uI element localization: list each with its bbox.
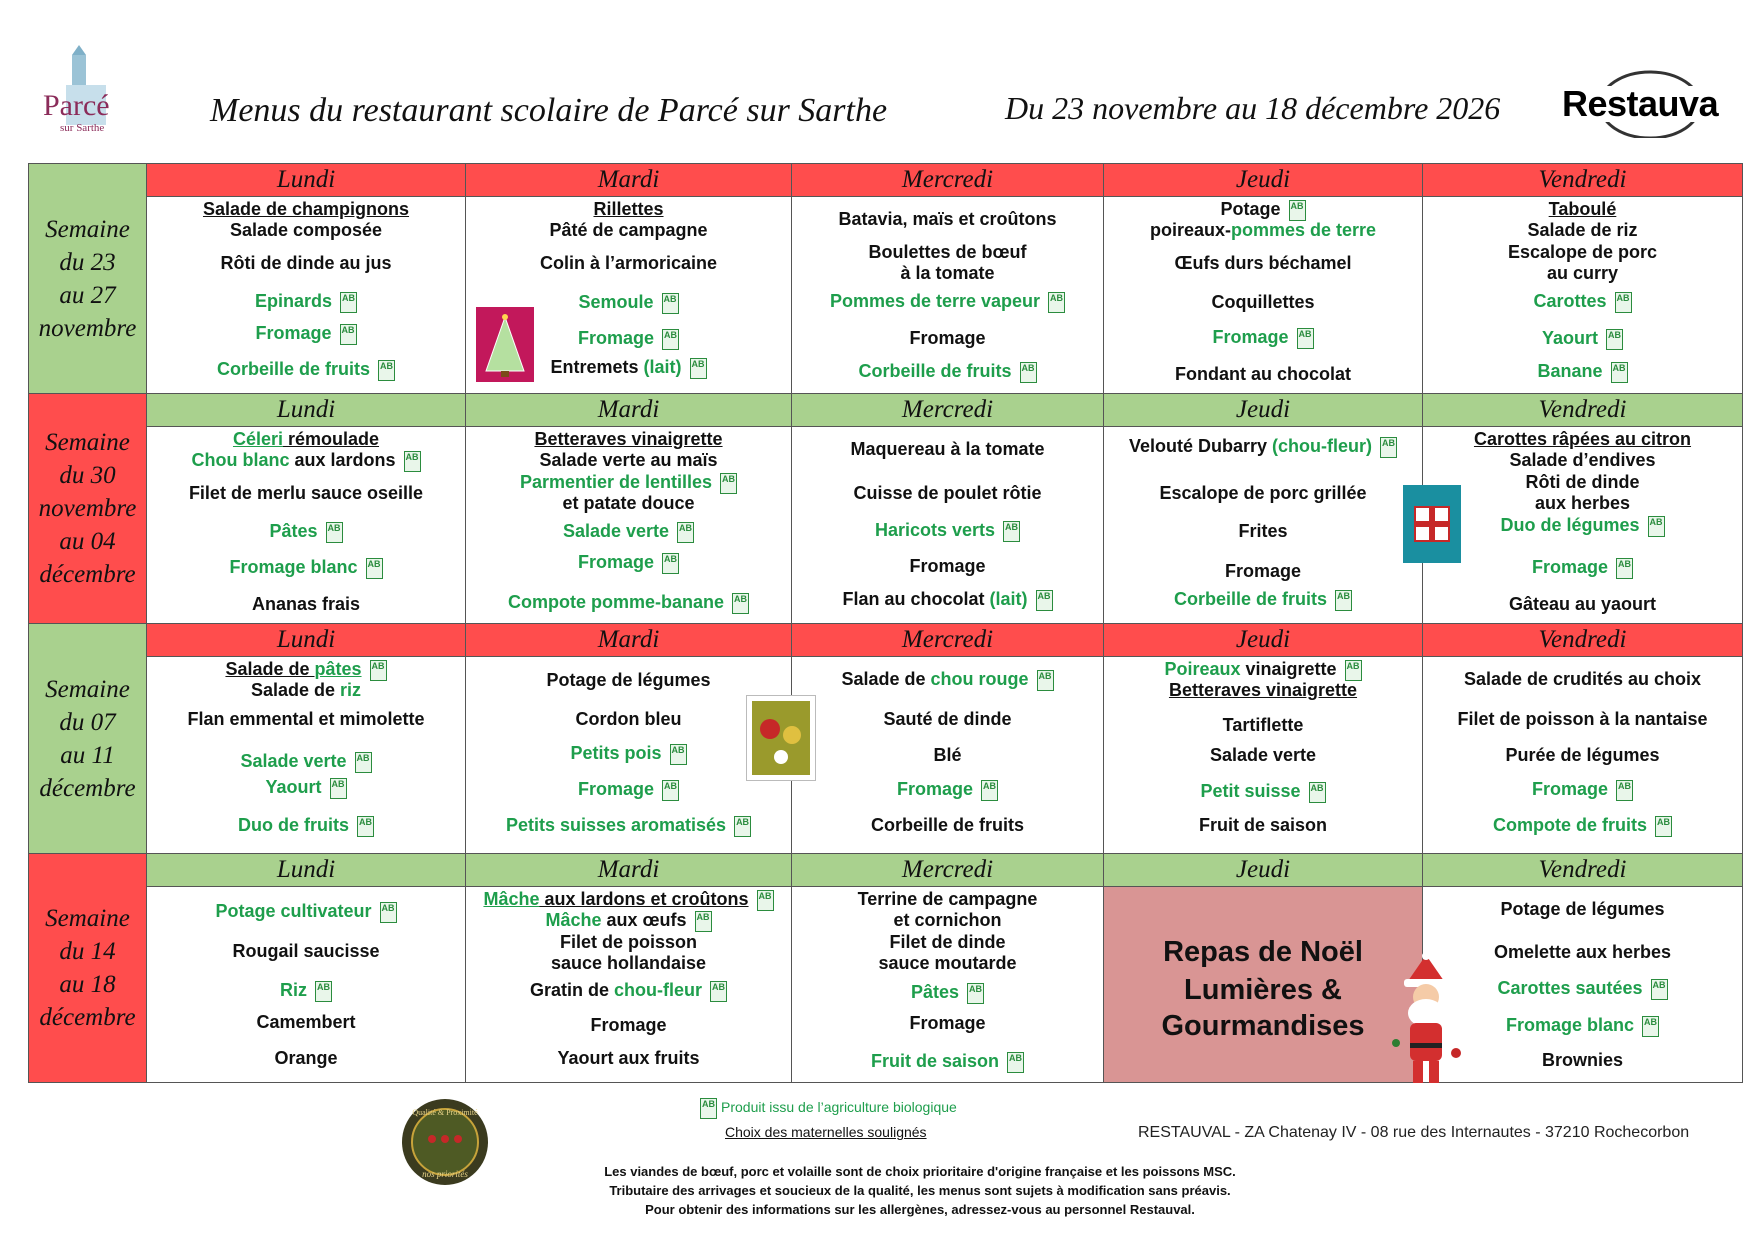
menu-cell: Céleri rémoulade Chou blanc aux lardons AB Filet de merlu sauce oseille Pâtes AB Fromage blanc AB Ananas frais <box>188 429 424 614</box>
christmas-meal-cell: Repas de Noël Lumières & Gourmandises <box>1104 887 1422 1082</box>
organic-icon: AB <box>340 324 357 345</box>
day-header: Mercredi <box>792 394 1104 427</box>
organic-icon: AB <box>1007 1052 1024 1073</box>
menu-cell: Potage AB poireaux-pommes de terre Œufs durs béchamel Coquillettes Fromage AB Fondant au chocolat <box>1149 199 1377 384</box>
day-header: Mardi <box>466 624 792 657</box>
organic-icon: AB <box>1651 979 1668 1000</box>
organic-icon: AB <box>370 660 387 681</box>
day-header: Lundi <box>147 624 466 657</box>
day-header: Mercredi <box>792 854 1104 887</box>
svg-text:Parcé: Parcé <box>43 89 110 122</box>
organic-icon: AB <box>366 558 383 579</box>
organic-icon: AB <box>357 816 374 837</box>
organic-icon: AB <box>355 752 372 773</box>
week-label-2: Semaine du 30 novembre au 04 décembre <box>29 394 147 624</box>
organic-icon: AB <box>378 360 395 381</box>
organic-icon: AB <box>1616 780 1633 801</box>
organic-icon: AB <box>315 981 332 1002</box>
organic-icon: AB <box>380 902 397 923</box>
organic-icon: AB <box>330 778 347 799</box>
menu-cell: Betteraves vinaigrette Salade verte au maïs Parmentier de lentilles AB et patate douce Salade verte AB Fromage AB Compote pomme-banane AB <box>507 429 748 612</box>
day-header: Lundi <box>147 394 466 427</box>
organic-legend: AB Produit issu de l’agriculture biologique <box>700 1098 957 1119</box>
organic-icon: AB <box>1037 670 1054 691</box>
menu-cell: Salade de crudités au choix Filet de poisson à la nantaise Purée de légumes Fromage AB Compote de fruits AB <box>1457 669 1708 835</box>
christmas-tree-card-icon <box>476 307 534 382</box>
day-header: Vendredi <box>1423 164 1743 197</box>
organic-icon: AB <box>710 981 727 1002</box>
organic-icon: AB <box>1036 590 1053 611</box>
organic-icon: AB <box>326 522 343 543</box>
company-address: RESTAUVAL - ZA Chatenay IV - 08 rue des Internautes - 37210 Rochecorbon <box>1138 1124 1690 1141</box>
day-header: Vendredi <box>1423 854 1743 887</box>
organic-icon: AB <box>720 473 737 494</box>
day-header: Jeudi <box>1104 394 1423 427</box>
page-title: Menus du restaurant scolaire de Parcé sur Sarthe <box>210 92 888 129</box>
organic-icon: AB <box>1289 200 1306 221</box>
organic-icon: AB <box>700 1098 717 1119</box>
svg-text:Qualité & Proximité: Qualité & Proximité <box>412 1108 478 1117</box>
week-label-3: Semaine du 07 au 11 décembre <box>29 624 147 854</box>
organic-icon: AB <box>734 816 751 837</box>
organic-icon: AB <box>1048 292 1065 313</box>
organic-icon: AB <box>662 293 679 314</box>
organic-icon: AB <box>1309 782 1326 803</box>
menu-table <box>28 163 1743 1083</box>
organic-icon: AB <box>1020 362 1037 383</box>
menu-cell: Potage de légumes Omelette aux herbes Carottes sautées AB Fromage blanc AB Brownies <box>1493 899 1672 1070</box>
date-range: Du 23 novembre au 18 décembre 2026 <box>1005 90 1501 126</box>
organic-icon: AB <box>690 358 707 379</box>
menu-cell: Batavia, maïs et croûtons Boulettes de bœuf à la tomate Pommes de terre vapeur AB Fromage Corbeille de fruits AB <box>829 209 1064 381</box>
day-header: Jeudi <box>1104 624 1423 657</box>
svg-text:sur Sarthe: sur Sarthe <box>60 122 105 134</box>
footer-notes: Les viandes de bœuf, porc et volaille sont de choix prioritaire d'origine française et les poissons MSC. Tributaire des arrivages et soucieux de la qualité, les menus sont sujets à modification sans préavis. Pour obtenir des informations sur les allergènes, adressez-vous au personnel Restauval. <box>604 1164 1236 1217</box>
menu-cell: Potage de légumes Cordon bleu Petits pois AB Fromage AB Petits suisses aromatisés AB <box>466 657 791 853</box>
organic-icon: AB <box>662 780 679 801</box>
day-header: Mardi <box>466 394 792 427</box>
menu-cell: Rillettes Pâté de campagne Colin à l’armoricaine Semoule AB Fromage AB Entremets (lait) AB <box>466 197 791 393</box>
day-header: Jeudi <box>1104 164 1423 197</box>
week-label-1: Semaine du 23 au 27 novembre <box>29 164 147 394</box>
menu-cell: Velouté Dubarry (chou-fleur) AB Escalope de porc grillée Frites Fromage Corbeille de fruits AB <box>1104 427 1422 623</box>
organic-icon: AB <box>732 593 749 614</box>
menu-cell: Taboulé Salade de riz Escalope de porc au curry Carottes AB Yaourt AB Banane AB <box>1507 199 1658 381</box>
restauval-logo <box>1560 68 1720 138</box>
organic-icon: AB <box>1648 516 1665 537</box>
menu-cell: Mâche aux lardons et croûtons AB Mâche aux œufs AB Filet de poisson sauce hollandaise Gratin de chou-fleur AB Fromage Yaourt aux fruits <box>483 889 772 1068</box>
menu-cell: Carottes râpées au citron Salade d’endives Rôti de dinde aux herbes Duo de légumes AB Fromage AB Gâteau au yaourt <box>1473 429 1692 614</box>
day-header: Mercredi <box>792 164 1104 197</box>
organic-icon: AB <box>757 890 774 911</box>
maternelles-note: Choix des maternelles soulignés <box>725 1124 927 1140</box>
menu-cell: Terrine de campagne et cornichon Filet de dinde sauce moutarde Pâtes AB Fromage Fruit de saison AB <box>857 889 1038 1071</box>
organic-icon: AB <box>1297 328 1314 349</box>
day-header: Lundi <box>147 854 466 887</box>
organic-icon: AB <box>662 553 679 574</box>
menu-cell: Salade de chou rouge AB Sauté de dinde Blé Fromage AB Corbeille de fruits <box>841 669 1052 835</box>
organic-icon: AB <box>1345 660 1362 681</box>
organic-icon: AB <box>677 522 694 543</box>
week-label-4: Semaine du 14 au 18 décembre <box>29 854 147 1083</box>
menu-cell: Salade de champignons Salade composée Rôti de dinde au jus Epinards AB Fromage AB Corbeille de fruits AB <box>202 199 410 379</box>
organic-icon: AB <box>695 911 712 932</box>
organic-icon: AB <box>1335 590 1352 611</box>
day-header: Lundi <box>147 164 466 197</box>
organic-icon: AB <box>1611 362 1628 383</box>
organic-icon: AB <box>981 780 998 801</box>
organic-icon: AB <box>1615 292 1632 313</box>
day-header: Jeudi <box>1104 854 1423 887</box>
organic-icon: AB <box>1003 521 1020 542</box>
organic-icon: AB <box>1380 437 1397 458</box>
day-header: Mardi <box>466 854 792 887</box>
parce-logo <box>38 45 128 140</box>
menu-cell: Maquereau à la tomate Cuisse de poulet rôtie Haricots verts AB Fromage Flan au chocolat (lait) AB <box>842 439 1051 609</box>
day-header: Vendredi <box>1423 394 1743 427</box>
organic-icon: AB <box>404 451 421 472</box>
day-header: Mardi <box>466 164 792 197</box>
svg-text:Restauval: Restauval <box>1562 83 1720 124</box>
organic-icon: AB <box>1642 1016 1659 1037</box>
day-header: Mercredi <box>792 624 1104 657</box>
organic-icon: AB <box>1655 816 1672 837</box>
menu-cell: Poireaux vinaigrette AB Betteraves vinaigrette Tartiflette Salade verte Petit suisse AB Fruit de saison <box>1164 659 1360 835</box>
svg-text:nos priorités: nos priorités <box>422 1169 468 1179</box>
organic-icon: AB <box>670 744 687 765</box>
organic-icon: AB <box>1606 329 1623 350</box>
day-header: Vendredi <box>1423 624 1743 657</box>
organic-icon: AB <box>340 292 357 313</box>
organic-icon: AB <box>662 329 679 350</box>
menu-cell: Salade de pâtes AB Salade de riz Flan emmental et mimolette Salade verte AB Yaourt AB Duo de fruits AB <box>187 659 425 835</box>
organic-icon: AB <box>1616 558 1633 579</box>
organic-icon: AB <box>967 983 984 1004</box>
menu-cell: Potage cultivateur AB Rougail saucisse Riz AB Camembert Orange <box>215 901 395 1068</box>
